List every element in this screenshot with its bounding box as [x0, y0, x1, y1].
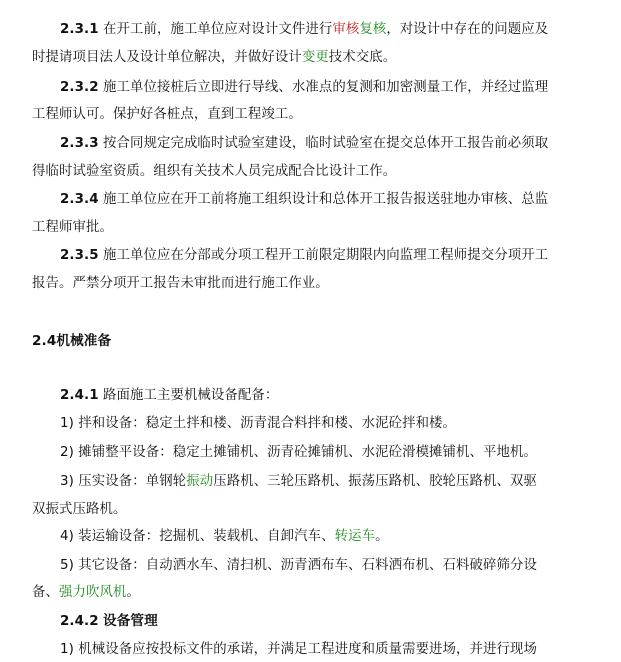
paragraph-2-3-5-line-2: 报告。严禁分项开工报告未审批而进行施工作业。 — [32, 276, 329, 291]
text-span: 时提请项目法人及设计单位解决，并做好设计 — [32, 50, 302, 65]
paragraph-2-3-1-line-2 — [32, 48, 396, 68]
subsection-title: 设备管理 — [103, 613, 158, 629]
clause-number: 2.3.1 — [60, 22, 99, 37]
paragraph-2-4-2-title — [60, 611, 158, 631]
text-span: 施工单位应在分部或分项工程开工前限定期限内向监理工程师提交分项开工 — [103, 248, 549, 263]
clause-number: 2.3.5 — [60, 248, 99, 263]
paragraph-2-3-4-line-1 — [60, 190, 548, 210]
text-span: 备、 — [32, 585, 59, 600]
text-span: 。 — [375, 529, 389, 544]
list-item-compaction-equipment — [60, 472, 537, 492]
list-item-transport-equipment — [60, 527, 389, 547]
text-span: 按合同规定完成临时试验室建设，临时试验室在提交总体开工报告前必须取 — [103, 136, 549, 151]
keyword-link-fuhe[interactable]: 复核 — [359, 22, 387, 37]
paragraph-2-3-3-line-2: 得临时试验室资质。组织有关技术人员完成配合比设计工作。 — [32, 164, 397, 179]
paragraph-2-3-4-line-2: 工程师审批。 — [32, 220, 113, 235]
keyword-link-zhuanyunche[interactable]: 转运车 — [334, 529, 376, 544]
keyword-link-zhendong[interactable]: 振动 — [186, 474, 214, 489]
paragraph-2-4-1-line-1 — [60, 386, 278, 406]
text-span: 施工单位应在开工前将施工组织设计和总体开工报告报送驻地办审核、总监 — [103, 192, 549, 207]
list-item-other-equipment: 5) 其它设备：自动洒水车、清扫机、沥青洒布车、石料洒布机、石料破碎筛分设 — [60, 558, 537, 573]
clause-number: 2.4.1 — [60, 388, 99, 403]
text-span: 技术交底。 — [328, 50, 397, 65]
paragraph-2-3-3-line-1 — [60, 134, 548, 154]
keyword-link-chuifengji[interactable]: 强力吹风机 — [58, 585, 127, 600]
keyword-link-shenhe[interactable]: 审核 — [332, 22, 360, 37]
text-span: ，对设计中存在的问题应及 — [386, 22, 549, 37]
clause-number: 2.3.2 — [60, 80, 99, 95]
paragraph-2-3-5-line-1 — [60, 246, 548, 266]
text-span: 路面施工主要机械设备配备： — [103, 388, 279, 403]
paragraph-2-3-1-line-1 — [60, 20, 548, 40]
clause-number: 2.3.4 — [60, 192, 99, 207]
clause-number: 2.3.3 — [60, 136, 99, 151]
text-span: 。 — [126, 585, 140, 600]
text-span: 在开工前，施工单位应对设计文件进行 — [103, 22, 333, 37]
text-span: 施工单位接桩后立即进行导线、水准点的复测和加密测量工作，并经过监理 — [103, 80, 549, 95]
keyword-link-biangeng[interactable]: 变更 — [301, 50, 329, 65]
text-span: 4) 装运输设备：挖掘机、装载机、自卸汽车、 — [60, 529, 335, 544]
text-span: 压路机、三轮压路机、振荡压路机、胶轮压路机、双驱 — [213, 474, 537, 489]
clause-number: 2.4.2 — [60, 614, 99, 629]
list-item-paving-equipment: 2) 摊铺整平设备：稳定土摊铺机、沥青砼摊铺机、水泥砼滑模摊铺机、平地机。 — [60, 445, 537, 460]
list-item-compaction-equipment-cont: 双振式压路机。 — [32, 502, 127, 517]
paragraph-2-3-2-line-1 — [60, 78, 548, 98]
section-heading-2-4: 2.4机械准备 — [32, 333, 112, 349]
paragraph-2-3-2-line-2: 工程师认可。保护好各桩点，直到工程竣工。 — [32, 107, 302, 122]
text-span: 3) 压实设备：单钢轮 — [60, 474, 187, 489]
list-item-other-equipment-cont — [32, 583, 140, 603]
list-item-mixing-equipment: 1) 拌和设备：稳定土拌和楼、沥青混合料拌和楼、水泥砼拌和楼。 — [60, 416, 457, 431]
list-item-equipment-management: 1) 机械设备应按投标文件的承诺，并满足工程进度和质量需要进场，并进行现场 — [60, 642, 537, 657]
